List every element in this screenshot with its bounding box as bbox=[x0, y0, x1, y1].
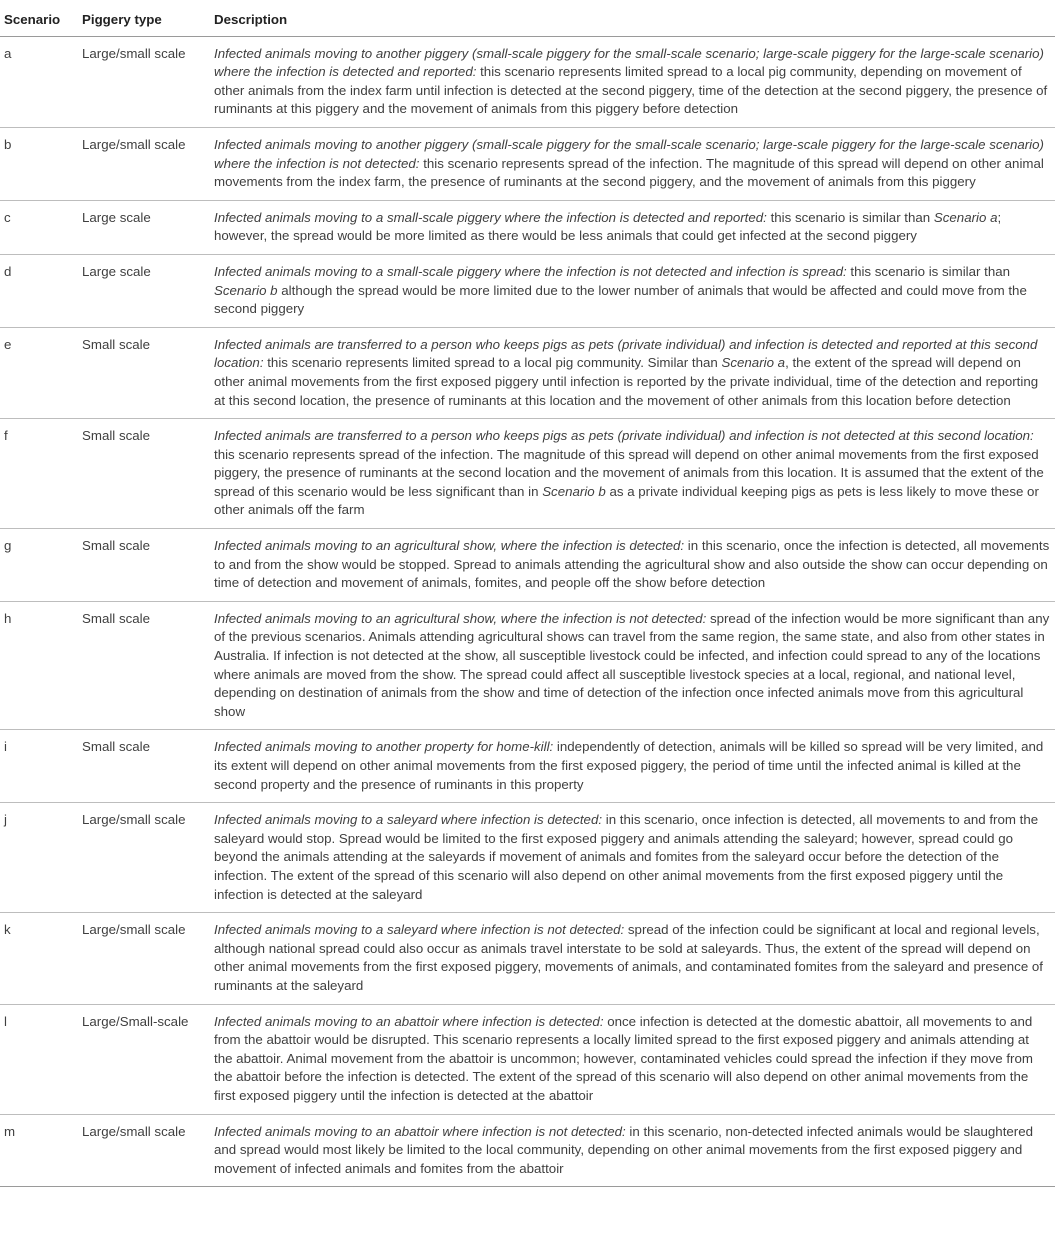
piggery-type-cell: Small scale bbox=[78, 327, 210, 418]
table-row bbox=[0, 200, 1055, 254]
description-lead: Infected animals moving to an agricultural show, where the infection is detected: bbox=[214, 538, 685, 554]
scenario-cell: e bbox=[0, 327, 78, 418]
description-segment: this scenario is similar than bbox=[846, 263, 1011, 279]
table-row bbox=[0, 529, 1055, 602]
table-row bbox=[0, 127, 1055, 200]
description-segment: spread of the infection could be significant at local and regional levels, although national spread could also occur as animals travel interstate to be sold at saleyards. Thus, the extent of the spread will depend on other animal movements from the first exposed piggery, movements of animals, and contaminated fomites from the saleyard and presence of ruminants at the saleyard bbox=[214, 922, 1043, 993]
table-row bbox=[0, 601, 1055, 730]
piggery-type-cell: Small scale bbox=[78, 730, 210, 803]
description-segment: Scenario a bbox=[933, 209, 998, 225]
description-lead: Infected animals moving to an agricultural show, where the infection is not detected: bbox=[214, 610, 707, 626]
piggery-type-cell: Large/small scale bbox=[78, 913, 210, 1004]
description-lead: Infected animals moving to another property for home-kill: bbox=[214, 739, 554, 755]
table-header-row bbox=[0, 0, 1055, 36]
piggery-type-cell: Large/small scale bbox=[78, 1114, 210, 1187]
description-lead: Infected animals moving to an abattoir where infection is detected: bbox=[214, 1013, 604, 1029]
header-piggery-type: Piggery type bbox=[78, 0, 210, 36]
table-body bbox=[0, 36, 1055, 1187]
description-lead: Infected animals moving to another piggery (small-scale piggery for the small-scale scenario; large-scale piggery for the large-scale scenario) where the infection is not detected: bbox=[214, 136, 1044, 171]
header-description: Description bbox=[210, 0, 1055, 36]
piggery-type-cell: Large scale bbox=[78, 200, 210, 254]
piggery-type-cell: Large/small scale bbox=[78, 803, 210, 913]
header-scenario: Scenario bbox=[0, 0, 78, 36]
description-segment: Scenario b bbox=[214, 282, 278, 298]
piggery-type-cell: Small scale bbox=[78, 601, 210, 730]
description-cell bbox=[210, 36, 1055, 127]
scenario-cell: h bbox=[0, 601, 78, 730]
description-lead: Infected animals are transferred to a person who keeps pigs as pets (private individual) and infection is not detected at this second location: bbox=[214, 428, 1034, 444]
description-cell bbox=[210, 601, 1055, 730]
description-segment: spread of the infection would be more significant than any of the previous scenarios. Animals attending agricultural shows can travel from the same region, the same state, and also from other states in Australia. If infection is not detected at the show, all susceptible livestock could be infected, and infection could spread to any of the locations where animals are moved from the show. The spread could affect all susceptible livestock species at a local, regional, and national level, depending on destination of animals from the show and time of detection of the infection once infected animals move from this agricultural show bbox=[214, 610, 1050, 719]
description-cell bbox=[210, 419, 1055, 529]
scenario-cell: f bbox=[0, 419, 78, 529]
description-lead: Infected animals moving to an abattoir where infection is not detected: bbox=[214, 1123, 626, 1139]
table-row bbox=[0, 36, 1055, 127]
description-cell bbox=[210, 254, 1055, 327]
description-cell bbox=[210, 803, 1055, 913]
description-segment: , the extent of the spread will depend on other animal movements from the first exposed piggery until infection is reported by the private individual, time of the detection and reporting at this second location, the presence of ruminants at this location and the movement of other animals from this location before detection bbox=[214, 355, 1039, 408]
scenario-cell: d bbox=[0, 254, 78, 327]
table-row bbox=[0, 327, 1055, 418]
table-row bbox=[0, 1114, 1055, 1187]
scenario-cell: l bbox=[0, 1004, 78, 1114]
piggery-type-cell: Small scale bbox=[78, 419, 210, 529]
description-segment: this scenario is similar than bbox=[766, 209, 934, 225]
description-cell bbox=[210, 327, 1055, 418]
description-segment: in this scenario, once infection is detected, all movements to and from the saleyard would stop. Spread would be limited to the first exposed piggery and animals attending the saleyard; however, spread could go beyond the animals attending at the saleyards if movement of animals and fomites from the saleyard occur before the detection of the infection. The extent of the spread of this scenario will also depend on other animal movements from the first exposed piggery until the infection is detected at the saleyard bbox=[214, 812, 1039, 902]
description-segment: this scenario represents limited spread to a local pig community. Similar than bbox=[263, 355, 722, 371]
table-row bbox=[0, 254, 1055, 327]
description-segment: as a private individual keeping pigs as pets is less likely to move these or other animals off the farm bbox=[214, 483, 1039, 518]
description-lead: Infected animals moving to another piggery (small-scale piggery for the small-scale scenario; large-scale piggery for the large-scale scenario) where the infection is detected and reported: bbox=[214, 45, 1044, 80]
scenario-cell: j bbox=[0, 803, 78, 913]
table-row bbox=[0, 730, 1055, 803]
description-lead: Infected animals moving to a saleyard where infection is detected: bbox=[214, 812, 603, 828]
description-lead: Infected animals moving to a saleyard where infection is not detected: bbox=[214, 922, 625, 938]
table-row bbox=[0, 913, 1055, 1004]
description-cell bbox=[210, 913, 1055, 1004]
description-cell bbox=[210, 200, 1055, 254]
description-cell bbox=[210, 1114, 1055, 1187]
description-segment: Scenario b bbox=[542, 483, 606, 499]
scenario-cell: a bbox=[0, 36, 78, 127]
description-lead: Infected animals moving to a small-scale piggery where the infection is detected and reported: bbox=[214, 209, 767, 225]
scenario-cell: b bbox=[0, 127, 78, 200]
table-row bbox=[0, 1004, 1055, 1114]
description-segment: once infection is detected at the domestic abattoir, all movements to and from the abattoir would be disrupted. This scenario represents a locally limited spread to the first exposed piggery and animals attending at the abattoir. Animal movement from the abattoir is uncommon; however, contaminated vehicles could spread the infection if they move from the abattoir before the infection is detected. The extent of the spread of this scenario will also depend on other animal movements from the first exposed piggery until the infection is detected at the abattoir bbox=[214, 1013, 1033, 1103]
scenario-cell: m bbox=[0, 1114, 78, 1187]
description-lead: Infected animals moving to a small-scale piggery where the infection is not detected and infection is spread: bbox=[214, 263, 847, 279]
description-segment: this scenario represents spread of the infection. The magnitude of this spread will depend on other animal movements from the first exposed piggery, the presence of ruminants at the second location and the movement of animals from this location. It is assumed that the extent of the spread of this scenario would be less significant than in bbox=[214, 446, 1044, 499]
scenario-cell: g bbox=[0, 529, 78, 602]
description-segment: in this scenario, non-detected infected animals would be slaughtered and spread would most likely be limited to the local community, depending on other animal movements from the first exposed piggery and movement of infected animals and fomites from the abattoir bbox=[214, 1123, 1034, 1176]
description-segment: although the spread would be more limited due to the lower number of animals that would be affected and could move from the second piggery bbox=[214, 282, 1027, 317]
description-cell bbox=[210, 529, 1055, 602]
description-segment: independently of detection, animals will be killed so spread will be very limited, and its extent will depend on other animal movements from the first exposed piggery, the period of time until the infected animal is killed at the second property and the presence of ruminants in this property bbox=[214, 739, 1044, 792]
piggery-type-cell: Large scale bbox=[78, 254, 210, 327]
piggery-type-cell: Small scale bbox=[78, 529, 210, 602]
description-segment: Scenario a bbox=[721, 355, 786, 371]
scenario-cell: i bbox=[0, 730, 78, 803]
description-cell bbox=[210, 730, 1055, 803]
description-segment: in this scenario, once the infection is detected, all movements to and from the show would be stopped. Spread to animals attending the agricultural show and also outside the show can occur depending on time of detection and movement of animals, fomites, and people off the show before detection bbox=[214, 538, 1050, 591]
piggery-type-cell: Large/Small-scale bbox=[78, 1004, 210, 1114]
scenario-cell: k bbox=[0, 913, 78, 1004]
description-lead: Infected animals are transferred to a person who keeps pigs as pets (private individual) and infection is detected and reported at this second location: bbox=[214, 336, 1038, 371]
piggery-type-cell: Large/small scale bbox=[78, 127, 210, 200]
scenario-cell: c bbox=[0, 200, 78, 254]
description-segment: this scenario represents limited spread to a local pig community, depending on movement of other animals from the index farm until infection is detected at the second piggery, time of the detection at the second piggery, the presence of ruminants at this piggery and the movement of animals from this piggery before detection bbox=[214, 64, 1048, 117]
table-row bbox=[0, 419, 1055, 529]
description-segment: ; however, the spread would be more limited as there would be less animals that could get infected at the second piggery bbox=[214, 209, 1002, 244]
description-cell bbox=[210, 1004, 1055, 1114]
table-row bbox=[0, 803, 1055, 913]
description-segment: this scenario represents spread of the infection. The magnitude of this spread will depend on other animal movements from the index farm, the presence of ruminants at the second piggery, and the movement of animals from this piggery bbox=[214, 155, 1044, 190]
piggery-type-cell: Large/small scale bbox=[78, 36, 210, 127]
description-cell bbox=[210, 127, 1055, 200]
